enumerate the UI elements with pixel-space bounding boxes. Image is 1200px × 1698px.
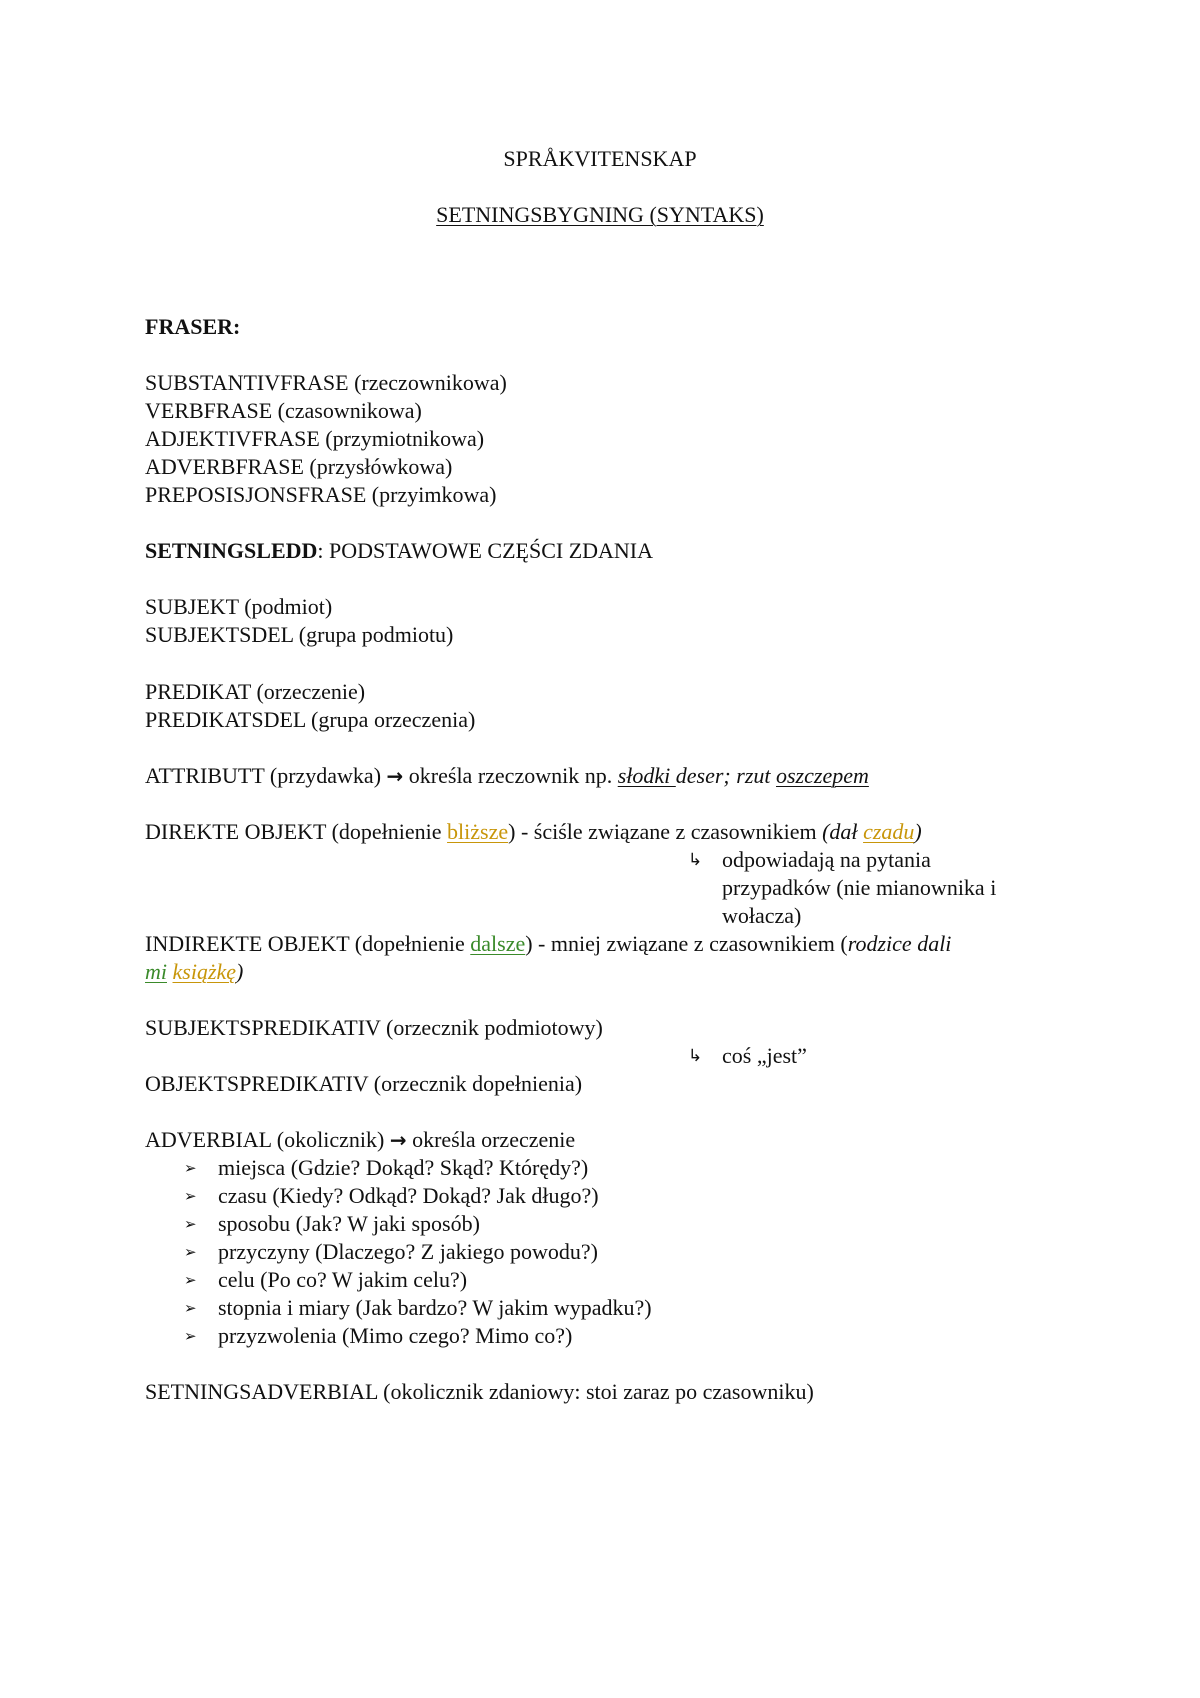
curved-arrow-icon: ↳ (688, 850, 703, 870)
attributt-line (145, 762, 869, 790)
adverbial-item: miejsca (Gdzie? Dokąd? Skąd? Którędy?) (218, 1155, 589, 1180)
attributt-example-1: słodki (617, 763, 676, 788)
indirekte-text: ) - mniej związane z czasownikiem ( (525, 931, 848, 956)
subjekt-line: SUBJEKT (podmiot) (145, 594, 333, 619)
setningsadverbial-line: SETNINGSADVERBIAL (okolicznik zdaniowy: stoi zaraz po czasowniku) (145, 1379, 814, 1404)
attributt-text: określa rzeczownik np. (403, 763, 618, 788)
indirekte-objekt-line-continued (145, 958, 243, 986)
note-line: wołacza) (722, 903, 802, 928)
direkte-example-open: (dał (822, 819, 864, 844)
indirekte-lead: INDIREKTE OBJEKT (dopełnienie (145, 931, 471, 956)
right-arrow-icon: → (389, 1128, 407, 1152)
indirekte-example-2: mi (145, 959, 167, 984)
adverbial-line (145, 1126, 575, 1154)
bullet-arrow-icon: ➢ (184, 1271, 197, 1289)
adverbial-item: przyczyny (Dlaczego? Z jakiego powodu?) (218, 1239, 598, 1264)
setningsledd-line (145, 537, 653, 565)
adverbial-item: celu (Po co? W jakim celu?) (218, 1267, 468, 1292)
adverbial-text: określa orzeczenie (406, 1127, 576, 1152)
document-title: SPRÅKVITENSKAP (503, 146, 697, 171)
setningsledd-rest: : PODSTAWOWE CZĘŚCI ZDANIA (317, 538, 654, 563)
attributt-example-3: oszczepem (776, 763, 869, 788)
indirekte-example-1: rodzice dali (847, 931, 952, 956)
right-arrow-icon: → (386, 764, 404, 788)
fraser-item: SUBSTANTIVFRASE (rzeczownikowa) (145, 370, 507, 395)
bullet-arrow-icon: ➢ (184, 1299, 197, 1317)
attributt-lead: ATTRIBUTT (przydawka) (145, 763, 387, 788)
adverbial-item: czasu (Kiedy? Odkąd? Dokąd? Jak długo?) (218, 1183, 599, 1208)
direkte-example-word: czadu (863, 819, 915, 844)
direkte-objekt-line (145, 818, 922, 846)
predikatsdel-line: PREDIKATSDEL (grupa orzeczenia) (145, 707, 476, 732)
adverbial-item: sposobu (Jak? W jaki sposób) (218, 1211, 480, 1236)
bullet-arrow-icon: ➢ (184, 1215, 197, 1233)
note-line: coś „jest” (722, 1043, 807, 1068)
note-line: przypadków (nie mianownika i (722, 875, 997, 900)
bullet-arrow-icon: ➢ (184, 1187, 197, 1205)
subjektsdel-line: SUBJEKTSDEL (grupa podmiotu) (145, 622, 454, 647)
note-line: odpowiadają na pytania (722, 847, 931, 872)
predikat-line: PREDIKAT (orzeczenie) (145, 679, 366, 704)
fraser-item: VERBFRASE (czasownikowa) (145, 398, 422, 423)
document-subtitle (0, 201, 1200, 229)
direkte-example-close: ) (914, 819, 922, 844)
objektspredikativ-line: OBJEKTSPREDIKATIV (orzecznik dopełnienia) (145, 1071, 583, 1096)
direkte-highlight: bliższe (447, 819, 509, 844)
adverbial-lead: ADVERBIAL (okolicznik) (145, 1127, 390, 1152)
fraser-item: PREPOSISJONSFRASE (przyimkowa) (145, 482, 497, 507)
subtitle-text: SETNINGSBYGNING (SYNTAKS) (436, 202, 764, 227)
bullet-arrow-icon: ➢ (184, 1243, 197, 1261)
bullet-arrow-icon: ➢ (184, 1159, 197, 1177)
attributt-example-2: deser; rzut (675, 763, 776, 788)
indirekte-example-3: książkę (172, 959, 237, 984)
subjektspredikativ-line: SUBJEKTSPREDIKATIV (orzecznik podmiotowy) (145, 1015, 603, 1040)
fraser-heading: FRASER: (145, 314, 241, 339)
fraser-item: ADJEKTIVFRASE (przymiotnikowa) (145, 426, 485, 451)
indirekte-highlight: dalsze (470, 931, 526, 956)
curved-arrow-icon: ↳ (688, 1046, 703, 1066)
setningsledd-heading: SETNINGSLEDD (145, 538, 318, 563)
indirekte-example-4: ) (236, 959, 244, 984)
bullet-arrow-icon: ➢ (184, 1327, 197, 1345)
fraser-item: ADVERBFRASE (przysłówkowa) (145, 454, 453, 479)
adverbial-item: stopnia i miary (Jak bardzo? W jakim wypadku?) (218, 1295, 652, 1320)
direkte-lead: DIREKTE OBJEKT (dopełnienie (145, 819, 448, 844)
indirekte-objekt-line (145, 930, 951, 958)
adverbial-item: przyzwolenia (Mimo czego? Mimo co?) (218, 1323, 573, 1348)
direkte-text: ) - ściśle związane z czasownikiem (508, 819, 823, 844)
